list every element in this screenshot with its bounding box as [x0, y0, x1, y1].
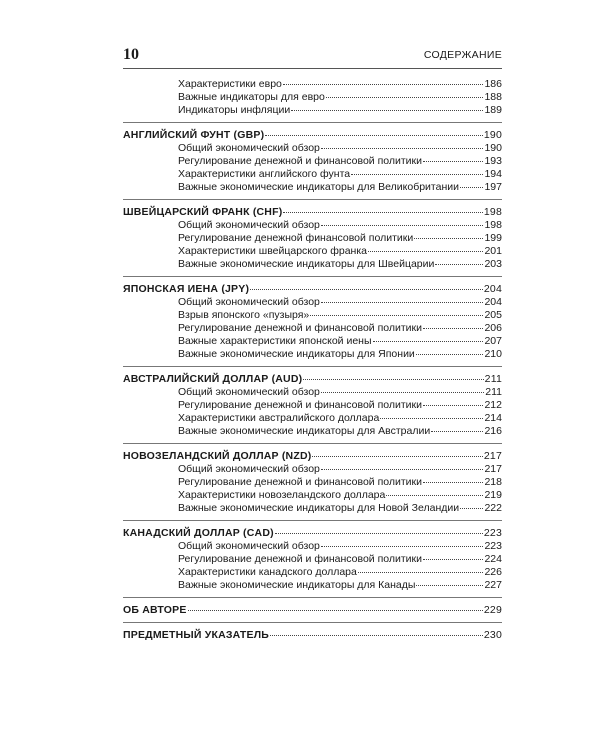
toc-entry[interactable] [123, 476, 502, 489]
toc-entry[interactable] [123, 322, 502, 335]
dot-leader [188, 610, 483, 611]
dot-leader [416, 354, 484, 355]
toc-entry[interactable] [123, 553, 502, 566]
dot-leader [460, 508, 483, 509]
toc-entry-page: 188 [484, 91, 502, 103]
toc-entry-page: 205 [484, 309, 502, 321]
dot-leader [321, 469, 484, 470]
section-divider [123, 520, 502, 521]
header-rule [123, 68, 502, 69]
toc-chapter[interactable] [123, 527, 502, 540]
toc-entry-title: Общий экономический обзор [178, 296, 320, 308]
toc-entry-title: Индикаторы инфляции [178, 104, 291, 116]
toc-entry-title: Характеристики канадского доллара [178, 566, 357, 578]
toc-entry-title: Регулирование денежной и финансовой политики [178, 476, 422, 488]
section-divider [123, 366, 502, 367]
toc-entry-title: Важные характеристики японской иены [178, 335, 372, 347]
toc-entry[interactable] [123, 386, 502, 399]
section-divider [123, 443, 502, 444]
toc-entry-page: 194 [484, 168, 502, 180]
toc-entry-page: 197 [484, 181, 502, 193]
section-divider [123, 622, 502, 623]
dot-leader [291, 110, 483, 111]
toc-entry-title: Важные экономические индикаторы для Новой Зеландии [178, 502, 460, 514]
toc-entry[interactable] [123, 104, 502, 117]
toc-entry-title: Важные индикаторы для евро [178, 91, 325, 103]
toc-chapter-page: 229 [483, 604, 502, 616]
toc-entry-page: 199 [484, 232, 502, 244]
section-divider [123, 122, 502, 123]
toc-entry-title: Регулирование денежной и финансовой политики [178, 155, 422, 167]
toc-entry[interactable] [123, 502, 502, 515]
toc-entry-page: 206 [484, 322, 502, 334]
table-of-contents [123, 78, 502, 642]
toc-entry[interactable] [123, 91, 502, 104]
toc-chapter-title: ПРЕДМЕТНЫЙ УКАЗАТЕЛЬ [123, 629, 270, 641]
toc-entry[interactable] [123, 155, 502, 168]
toc-entry[interactable] [123, 489, 502, 502]
toc-intro-group [123, 78, 502, 123]
toc-entry[interactable] [123, 348, 502, 361]
toc-entry[interactable] [123, 258, 502, 271]
toc-entry[interactable] [123, 219, 502, 232]
dot-leader [373, 341, 484, 342]
toc-entry-title: Общий экономический обзор [178, 142, 320, 154]
toc-entry-title: Общий экономический обзор [178, 463, 320, 475]
toc-entry-page: 189 [484, 104, 502, 116]
toc-chapter-title: КАНАДСКИЙ ДОЛЛАР (CAD) [123, 527, 274, 539]
dot-leader [265, 135, 483, 136]
toc-entry[interactable] [123, 78, 502, 91]
toc-entry-page: 224 [484, 553, 502, 565]
toc-chapter[interactable] [123, 283, 502, 296]
toc-entry-title: Регулирование денежной и финансовой политики [178, 553, 422, 565]
toc-entry-page: 216 [484, 425, 502, 437]
dot-leader [283, 212, 482, 213]
toc-chapter[interactable] [123, 373, 502, 386]
toc-chapter-title: АНГЛИЙСКИЙ ФУНТ (GBP) [123, 129, 265, 141]
dot-leader [321, 546, 484, 547]
toc-entry[interactable] [123, 540, 502, 553]
section-divider [123, 199, 502, 200]
toc-entry-page: 214 [484, 412, 502, 424]
dot-leader [310, 315, 483, 316]
toc-entry-title: Регулирование денежной финансовой политики [178, 232, 414, 244]
running-head: СОДЕРЖАНИЕ [423, 49, 502, 61]
dot-leader [321, 148, 484, 149]
dot-leader [358, 572, 484, 573]
toc-section-about-author [123, 604, 502, 623]
toc-entry[interactable] [123, 579, 502, 592]
toc-chapter-page: 198 [483, 206, 502, 218]
toc-chapter-title: НОВОЗЕЛАНДСКИЙ ДОЛЛАР (NZD) [123, 450, 312, 462]
toc-entry-title: Важные экономические индикаторы для Японии [178, 348, 415, 360]
dot-leader [321, 225, 484, 226]
dot-leader [435, 264, 483, 265]
toc-chapter[interactable] [123, 206, 502, 219]
toc-entry-page: 186 [484, 78, 502, 90]
toc-chapter[interactable] [123, 450, 502, 463]
toc-entry-page: 193 [484, 155, 502, 167]
toc-entry[interactable] [123, 142, 502, 155]
toc-chapter[interactable] [123, 129, 502, 142]
toc-entry[interactable] [123, 296, 502, 309]
toc-entry-page: 204 [484, 296, 502, 308]
toc-chapter-page: 190 [483, 129, 502, 141]
dot-leader [423, 482, 483, 483]
toc-entry-page: 207 [484, 335, 502, 347]
toc-section-nzd [123, 450, 502, 521]
toc-chapter-title: ОБ АВТОРЕ [123, 604, 187, 616]
section-divider [123, 276, 502, 277]
dot-leader [321, 392, 484, 393]
dot-leader [312, 456, 482, 457]
toc-entry[interactable] [123, 245, 502, 258]
toc-chapter-title: АВСТРАЛИЙСКИЙ ДОЛЛАР (AUD) [123, 373, 303, 385]
toc-entry-page: 226 [484, 566, 502, 578]
toc-chapter[interactable] [123, 604, 502, 617]
toc-entry-page: 211 [485, 386, 502, 398]
toc-entry-title: Характеристики швейцарского франка [178, 245, 367, 257]
toc-entry[interactable] [123, 412, 502, 425]
toc-entry-title: Регулирование денежной и финансовой политики [178, 399, 422, 411]
dot-leader [368, 251, 483, 252]
section-divider [123, 597, 502, 598]
page-number: 10 [123, 46, 139, 63]
dot-leader [431, 431, 483, 432]
dot-leader [380, 418, 483, 419]
toc-entry-title: Характеристики евро [178, 78, 282, 90]
toc-entry[interactable] [123, 168, 502, 181]
toc-chapter-page: 223 [483, 527, 502, 539]
toc-entry-page: 201 [484, 245, 502, 257]
toc-chapter-title: ЯПОНСКАЯ ИЕНА (JPY) [123, 283, 250, 295]
toc-chapter-title: ШВЕЙЦАРСКИЙ ФРАНК (CHF) [123, 206, 283, 218]
dot-leader [460, 187, 483, 188]
dot-leader [423, 328, 483, 329]
toc-entry-page: 218 [484, 476, 502, 488]
dot-leader [351, 174, 483, 175]
toc-entry-page: 212 [484, 399, 502, 411]
toc-entry-title: Общий экономический обзор [178, 219, 320, 231]
toc-chapter-page: 211 [484, 373, 502, 385]
toc-entry-title: Характеристики австралийского доллара [178, 412, 380, 424]
toc-entry-title: Важные экономические индикаторы для Швейцарии [178, 258, 435, 270]
toc-entry-title: Общий экономический обзор [178, 540, 320, 552]
dot-leader [423, 161, 483, 162]
dot-leader [283, 84, 484, 85]
toc-entry[interactable] [123, 309, 502, 322]
toc-entry-page: 223 [484, 540, 502, 552]
toc-entry[interactable] [123, 335, 502, 348]
dot-leader [270, 635, 483, 636]
toc-entry[interactable] [123, 232, 502, 245]
dot-leader [321, 302, 484, 303]
toc-entry[interactable] [123, 399, 502, 412]
toc-entry[interactable] [123, 566, 502, 579]
dot-leader [250, 289, 483, 290]
toc-entry-title: Общий экономический обзор [178, 386, 320, 398]
dot-leader [275, 533, 483, 534]
toc-entry-title: Взрыв японского «пузыря» [178, 309, 310, 321]
toc-section-chf [123, 206, 502, 277]
toc-section-jpy [123, 283, 502, 367]
toc-chapter-page: 217 [483, 450, 502, 462]
toc-entry-page: 217 [484, 463, 502, 475]
toc-entry-page: 190 [484, 142, 502, 154]
toc-entry-title: Характеристики новозеландского доллара [178, 489, 386, 501]
toc-entry-page: 219 [484, 489, 502, 501]
toc-section-cad [123, 527, 502, 598]
toc-entry-page: 222 [484, 502, 502, 514]
toc-entry-page: 198 [484, 219, 502, 231]
toc-chapter-page: 230 [483, 629, 502, 641]
toc-section-gbp [123, 129, 502, 200]
dot-leader [416, 585, 483, 586]
toc-section-index [123, 629, 502, 642]
page-header [123, 46, 502, 68]
toc-entry-title: Важные экономические индикаторы для Великобритании [178, 181, 459, 193]
toc-entry-page: 227 [484, 579, 502, 591]
dot-leader [414, 238, 483, 239]
dot-leader [386, 495, 483, 496]
toc-entry-page: 210 [484, 348, 502, 360]
toc-entry-page: 203 [484, 258, 502, 270]
dot-leader [423, 405, 483, 406]
toc-entry[interactable] [123, 181, 502, 194]
toc-chapter-page: 204 [483, 283, 502, 295]
dot-leader [303, 379, 483, 380]
toc-entry-title: Важные экономические индикаторы для Канады [178, 579, 416, 591]
toc-entry-title: Характеристики английского фунта [178, 168, 351, 180]
toc-section-aud [123, 373, 502, 444]
dot-leader [326, 97, 484, 98]
dot-leader [423, 559, 483, 560]
toc-entry[interactable] [123, 425, 502, 438]
toc-entry-title: Регулирование денежной и финансовой политики [178, 322, 422, 334]
toc-chapter[interactable] [123, 629, 502, 642]
toc-entry[interactable] [123, 463, 502, 476]
toc-entry-title: Важные экономические индикаторы для Австралии [178, 425, 431, 437]
